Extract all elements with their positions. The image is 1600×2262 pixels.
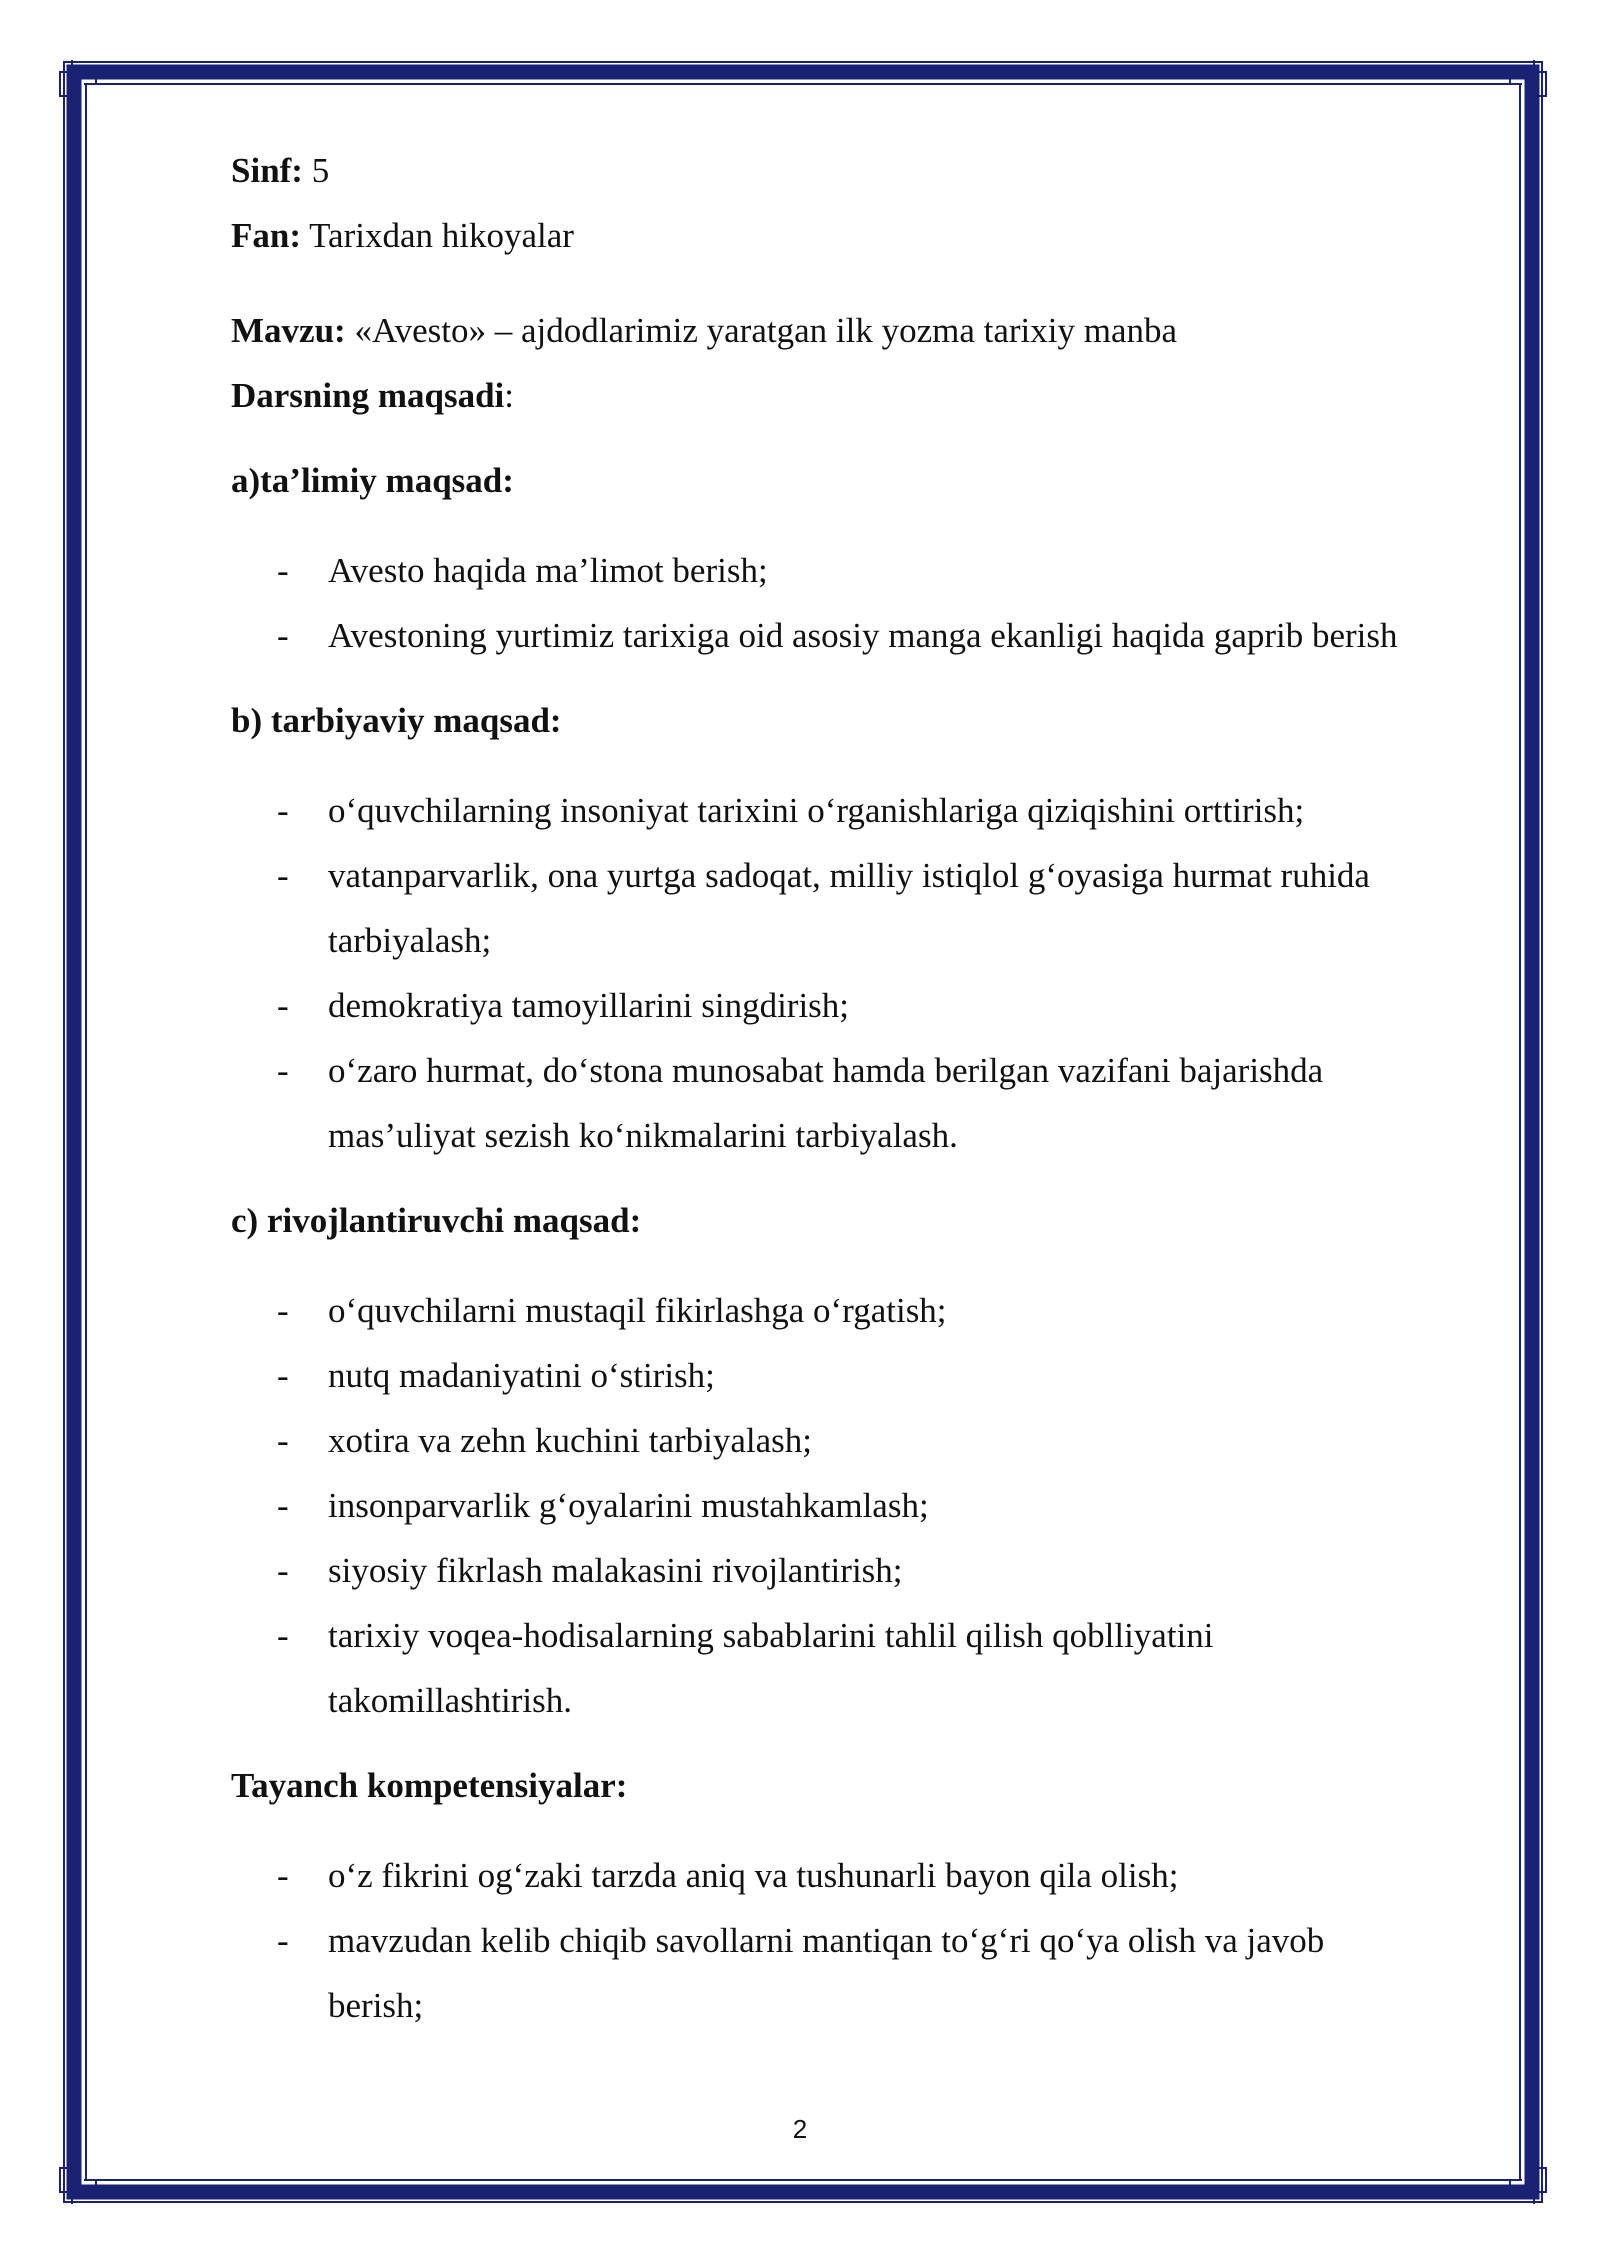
list-item-text: insonparvarlik g‘oyalarini mustahkamlash; — [328, 1486, 929, 1525]
list-item-text: o‘z fikrini og‘zaki tarzda aniq va tushunarli bayon qila olish; — [328, 1856, 1179, 1895]
section-title-rivojlantiruvchi: c) rivojlantiruvchi maqsad: — [231, 1201, 642, 1240]
lesson-goals-colon: : — [504, 376, 515, 415]
bullet-dash: - — [277, 986, 289, 1025]
subject-line — [231, 215, 574, 257]
subject-label: Fan: — [231, 216, 301, 255]
topic-value: «Avesto» – ajdodlarimiz yaratgan ilk yozma tarixiy manba — [345, 311, 1178, 350]
list-item-text: siyosiy fikrlash malakasini rivojlantirish; — [328, 1551, 903, 1590]
bullet-dash: - — [277, 616, 289, 655]
bullet-dash: - — [277, 551, 289, 590]
topic-line — [231, 310, 1177, 352]
list-item-text: berish; — [328, 1986, 424, 2025]
list-item-text: mavzudan kelib chiqib savollarni mantiqan to‘g‘ri qo‘ya olish va javob — [328, 1921, 1325, 1960]
list-item-text: demokratiya tamoyillarini singdirish; — [328, 986, 850, 1025]
bullet-dash: - — [277, 1051, 289, 1090]
list-item-text: o‘quvchilarning insoniyat tarixini o‘rganishlariga qiziqishini orttirish; — [328, 791, 1305, 830]
list-item-text: mas’uliyat sezish ko‘nikmalarini tarbiyalash. — [328, 1116, 958, 1155]
subject-value: Tarixdan hikoyalar — [301, 216, 574, 255]
lesson-goals-label: Darsning maqsadi — [231, 376, 505, 415]
bullet-dash: - — [277, 791, 289, 830]
list-item-text: takomillashtirish. — [328, 1681, 573, 1720]
grade-line — [231, 150, 329, 192]
topic-label: Mavzu: — [231, 311, 346, 350]
list-item-text: nutq madaniyatini o‘stirish; — [328, 1356, 715, 1395]
list-item-text: o‘quvchilarni mustaqil fikirlashga o‘rgatish; — [328, 1291, 947, 1330]
list-item-text: o‘zaro hurmat, do‘stona munosabat hamda berilgan vazifani bajarishda — [328, 1051, 1324, 1090]
bullet-dash: - — [277, 1856, 289, 1895]
grade-value: 5 — [302, 151, 330, 190]
section-title-kompetensiya: Tayanch kompetensiyalar: — [231, 1766, 628, 1805]
grade-label: Sinf: — [231, 151, 303, 190]
list-item-text: vatanparvarlik, ona yurtga sadoqat, milliy istiqlol g‘oyasiga hurmat ruhida — [328, 856, 1370, 895]
list-item-text: Avesto haqida ma’limot berish; — [328, 551, 768, 590]
section-title-tarbiyaviy: b) tarbiyaviy maqsad: — [231, 701, 562, 740]
bullet-dash: - — [277, 1291, 289, 1330]
list-item-text: tarixiy voqea-hodisalarning sabablarini tahlil qilish qoblliyatini — [328, 1616, 1214, 1655]
bullet-dash: - — [277, 1921, 289, 1960]
bullet-dash: - — [277, 1486, 289, 1525]
bullet-dash: - — [277, 1616, 289, 1655]
list-item-text: xotira va zehn kuchini tarbiyalash; — [328, 1421, 813, 1460]
page-number: 2 — [792, 2114, 808, 2144]
bullet-dash: - — [277, 1356, 289, 1395]
section-title-talimiy: a)ta’limiy maqsad: — [231, 461, 514, 500]
lesson-goals-heading — [231, 375, 514, 417]
bullet-dash: - — [277, 856, 289, 895]
bullet-dash: - — [277, 1551, 289, 1590]
bullet-dash: - — [277, 1421, 289, 1460]
list-item-text: Avestoning yurtimiz tarixiga oid asosiy manga ekanligi haqida gaprib berish — [328, 616, 1398, 655]
list-item-text: tarbiyalash; — [328, 921, 492, 960]
